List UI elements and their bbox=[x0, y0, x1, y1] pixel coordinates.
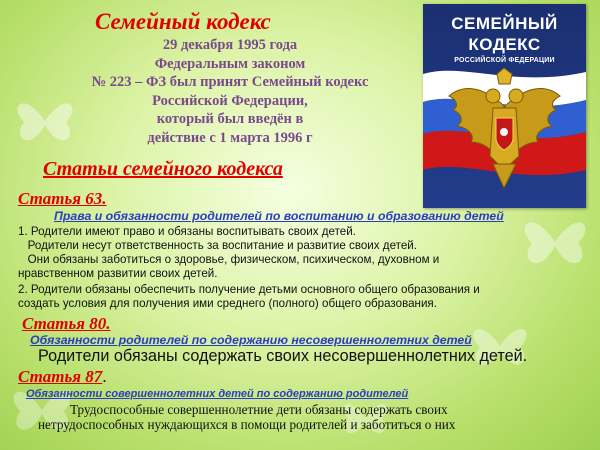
article-paragraph: Трудоспособные совершеннолетние дети обязаны содержать своих bbox=[70, 402, 448, 417]
article-paragraph: 2. Родители обязаны обеспечить получение детьми основного общего образования и bbox=[18, 283, 480, 296]
intro-text bbox=[80, 36, 380, 147]
slide-title: Семейный кодекс bbox=[95, 9, 271, 34]
intro-line: действие с 1 марта 1996 г bbox=[147, 129, 313, 146]
article-heading-row bbox=[18, 367, 107, 387]
article-paragraph: создать условия для получения ими среднего (полного) общего образования. bbox=[18, 297, 437, 310]
cover-subtitle: РОССИЙСКОЙ ФЕДЕРАЦИИ bbox=[454, 57, 555, 64]
book-cover-image bbox=[423, 4, 586, 208]
butterfly-decoration bbox=[520, 210, 590, 274]
intro-line: Российской Федерации, bbox=[152, 92, 308, 109]
cover-title-line2: КОДЕКС bbox=[468, 35, 541, 54]
section-title: Статьи семейного кодекса bbox=[43, 158, 283, 180]
article-paragraph: Они обязаны заботиться о здоровье, физическом, психическом, духовном и bbox=[18, 253, 440, 266]
article-paragraph: 1. Родители имеют право и обязаны воспитывать своих детей. bbox=[18, 225, 356, 238]
article-paragraph: нравственном развитии своих детей. bbox=[18, 267, 218, 280]
intro-line: 29 декабря 1995 года bbox=[162, 37, 298, 53]
article-subtitle: Права и обязанности родителей по воспитанию и образованию детей bbox=[54, 209, 504, 223]
article-heading: Статья 87 bbox=[18, 367, 103, 386]
article-heading-suffix: . bbox=[102, 367, 107, 386]
article-subtitle: Обязанности совершеннолетних детей по содержанию родителей bbox=[26, 388, 409, 400]
double-headed-eagle-emblem-icon bbox=[423, 66, 586, 208]
intro-line: который был введён в bbox=[156, 111, 304, 127]
article-paragraph: Родители несут ответственность за воспитание и развитие своих детей. bbox=[18, 239, 417, 252]
article-paragraph: Родители обязаны содержать своих несовершеннолетних детей. bbox=[38, 347, 528, 365]
intro-line: Федеральным законом bbox=[154, 55, 306, 72]
intro-line: № 223 – ФЗ был принят Семейный кодекс bbox=[91, 74, 369, 90]
cover-title-line1: СЕМЕЙНЫЙ bbox=[451, 14, 558, 33]
article-heading: Статья 80. bbox=[22, 314, 111, 333]
butterfly-decoration bbox=[14, 92, 76, 150]
article-paragraph: нетрудоспособных нуждающихся в помощи родителей и заботиться о них bbox=[38, 417, 456, 432]
article-heading: Статья 63. bbox=[18, 189, 107, 208]
article-subtitle: Обязанности родителей по содержанию несовершеннолетних детей bbox=[30, 333, 472, 347]
